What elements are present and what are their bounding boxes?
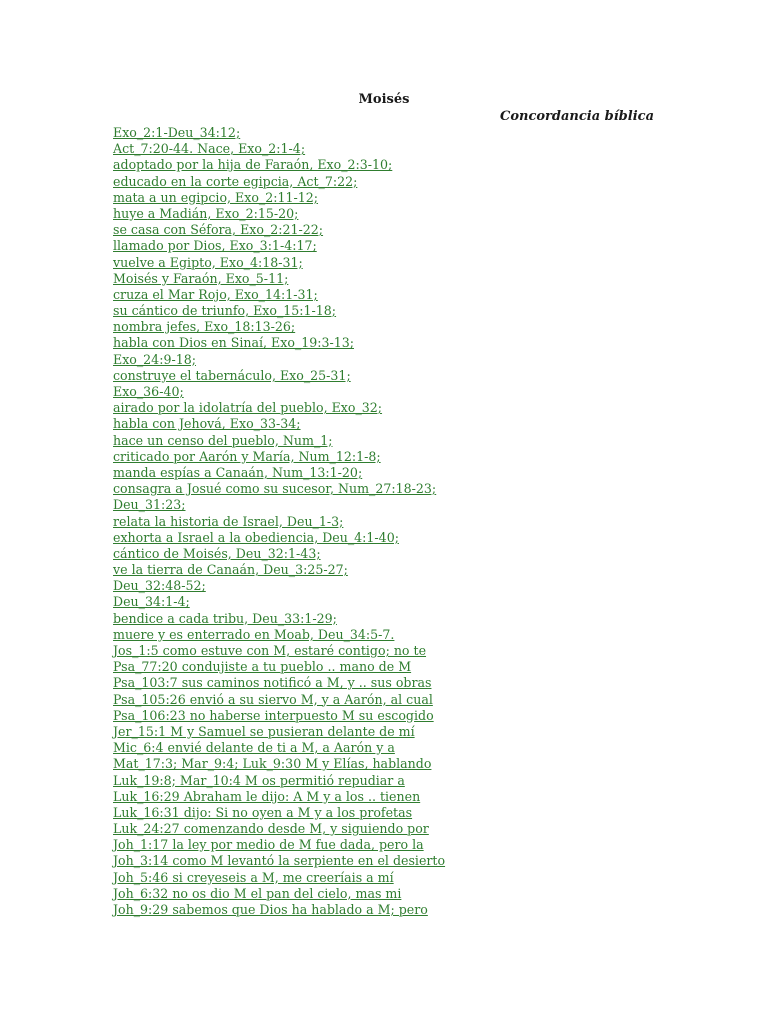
concordance-link[interactable]: Moisés y Faraón, Exo_5-11; (113, 270, 289, 286)
concordance-link[interactable]: Luk_16:29 Abraham le dijo: A M y a los .. tienen (113, 788, 421, 804)
concordance-link[interactable]: adoptado por la hija de Faraón, Exo_2:3-10; (113, 157, 393, 173)
concordance-link[interactable]: Psa_106:23 no haberse interpuesto M su escogido (113, 707, 434, 723)
concordance-link[interactable]: huye a Madián, Exo_2:15-20; (113, 205, 299, 221)
concordance-link[interactable]: Joh_1:17 la ley por medio de M fue dada, pero la (113, 837, 424, 853)
concordance-link[interactable]: criticado por Aarón y María, Num_12:1-8; (113, 448, 381, 464)
concordance-link[interactable]: Psa_103:7 sus caminos notificó a M, y .. sus obras (113, 675, 432, 691)
concordance-link[interactable]: Joh_5:46 si creyeseis a M, me creeríais a mí (113, 869, 394, 885)
concordance-link[interactable]: Luk_19:8; Mar_10:4 M os permitió repudiar a (113, 772, 405, 788)
concordance-link[interactable]: Deu_32:48-52; (113, 578, 206, 594)
concordance-link[interactable]: cruza el Mar Rojo, Exo_14:1-31; (113, 286, 318, 302)
concordance-link[interactable]: ve la tierra de Canaán, Deu_3:25-27; (113, 562, 348, 578)
concordance-link[interactable]: Joh_9:29 sabemos que Dios ha hablado a M; pero (113, 902, 428, 917)
concordance-link[interactable]: cántico de Moisés, Deu_32:1-43; (113, 545, 321, 561)
page-subtitle: Concordancia bíblica (499, 109, 654, 124)
concordance-list (113, 125, 445, 918)
concordance-link[interactable]: Exo_2:1-Deu_34:12; (113, 125, 241, 140)
concordance-link[interactable]: airado por la idolatría del pueblo, Exo_32; (113, 400, 383, 416)
concordance-link[interactable]: llamado por Dios, Exo_3:1-4:17; (113, 238, 317, 254)
concordance-link[interactable]: consagra a Josué como su sucesor, Num_27:18-23; (113, 481, 437, 497)
concordance-link[interactable]: su cántico de triunfo, Exo_15:1-18; (113, 303, 337, 319)
concordance-link[interactable]: Exo_36-40; (113, 384, 184, 399)
concordance-link[interactable]: construye el tabernáculo, Exo_25-31; (113, 367, 351, 383)
concordance-link[interactable]: habla con Dios en Sinaí, Exo_19:3-13; (113, 335, 354, 351)
concordance-link[interactable]: Psa_77:20 condujiste a tu pueblo .. mano de M (113, 659, 412, 675)
concordance-link[interactable]: habla con Jehová, Exo_33-34; (113, 416, 301, 432)
concordance-link[interactable]: Joh_3:14 como M levantó la serpiente en el desierto (113, 853, 446, 869)
concordance-link[interactable]: se casa con Séfora, Exo_2:21-22; (113, 222, 324, 238)
concordance-link[interactable]: mata a un egipcio, Exo_2:11-12; (113, 189, 319, 205)
concordance-link[interactable]: manda espías a Canaán, Num_13:1-20; (113, 464, 363, 480)
concordance-link[interactable]: Luk_24:27 comenzando desde M, y siguiendo por (113, 821, 429, 837)
concordance-link[interactable]: nombra jefes, Exo_18:13-26; (113, 319, 296, 335)
concordance-link[interactable]: exhorta a Israel a la obediencia, Deu_4:1-40; (113, 529, 399, 545)
concordance-link[interactable]: Act_7:20-44. Nace, Exo_2:1-4; (113, 141, 306, 157)
concordance-link[interactable]: Luk_16:31 dijo: Si no oyen a M y a los profetas (113, 804, 413, 820)
concordance-link[interactable]: relata la historia de Israel, Deu_1-3; (113, 513, 344, 529)
concordance-link[interactable]: muere y es enterrado en Moab, Deu_34:5-7. (113, 626, 395, 642)
concordance-link[interactable]: vuelve a Egipto, Exo_4:18-31; (113, 254, 303, 270)
concordance-link[interactable]: Jos_1:5 como estuve con M, estaré contigo; no te (113, 643, 427, 658)
concordance-link[interactable]: Mic_6:4 envié delante de ti a M, a Aarón y a (113, 740, 395, 756)
concordance-link[interactable]: hace un censo del pueblo, Num_1; (113, 432, 333, 448)
concordance-link[interactable]: bendice a cada tribu, Deu_33:1-29; (113, 610, 337, 626)
page-title: Moisés (358, 92, 410, 107)
concordance-link[interactable]: Deu_34:1-4; (113, 594, 190, 610)
concordance-link[interactable]: Exo_24:9-18; (113, 351, 196, 367)
concordance-link[interactable]: Deu_31:23; (113, 497, 186, 513)
concordance-link[interactable]: Joh_6:32 no os dio M el pan del cielo, mas mi (113, 885, 402, 901)
concordance-link[interactable]: Jer_15:1 M y Samuel se pusieran delante de mí (113, 723, 415, 739)
concordance-link[interactable]: educado en la corte egipcia, Act_7:22; (113, 173, 358, 189)
concordance-link[interactable]: Psa_105:26 envió a su siervo M, y a Aarón, al cual (113, 691, 433, 707)
concordance-link[interactable]: Mat_17:3; Mar_9:4; Luk_9:30 M y Elías, hablando (113, 756, 432, 772)
